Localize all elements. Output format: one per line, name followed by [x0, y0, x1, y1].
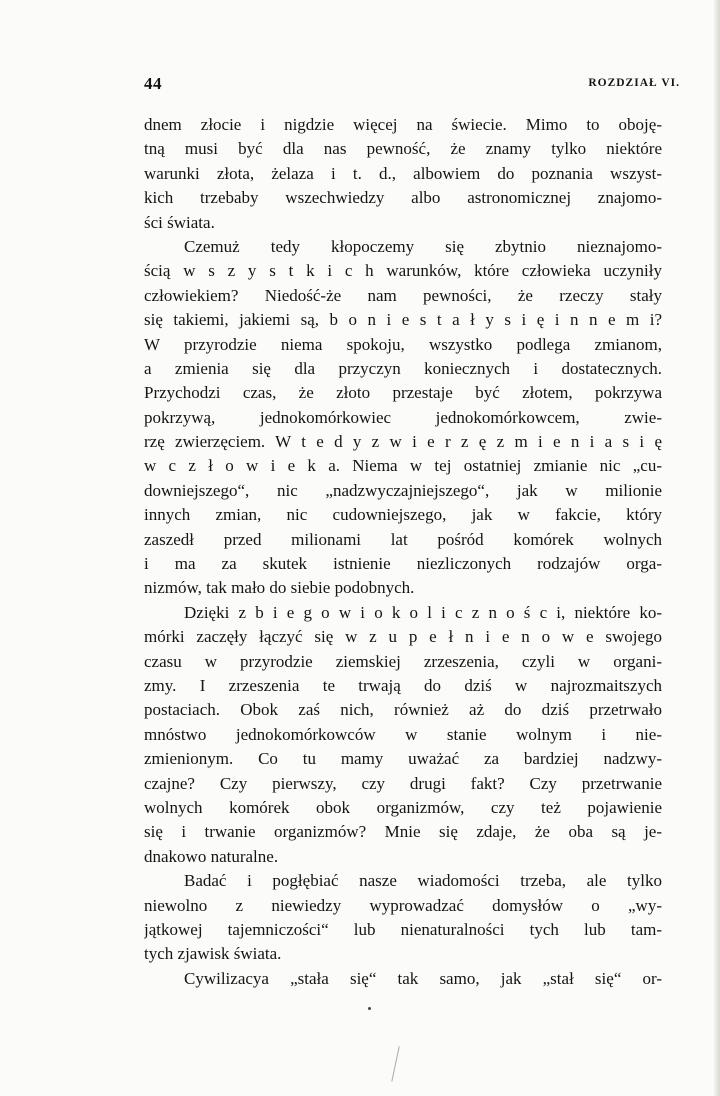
page-edge-shadow [714, 0, 720, 1096]
text-line: wolnych komórek obok organizmów, czy też pojawienie [144, 797, 662, 817]
text-line: czasu w przyrodzie ziemskiej zrzeszenia, czyli w organi- [144, 651, 662, 671]
text-line: jątkowej tajemniczości“ lub nienaturalności tych lub tam- [144, 919, 662, 939]
text-line: warunki złota, żelaza i t. d., albowiem do poznania wszyst- [144, 163, 662, 183]
text-line: downiejszego“, nic „nadzwyczajniejszego“, jak w milionie [144, 480, 662, 500]
text-line: Przychodzi czas, że złoto przestaje być złotem, pokrzywa [144, 383, 662, 403]
text-line: Cywilizacya „stała się“ tak samo, jak „stał się“ or- [184, 968, 662, 988]
text-line: W przyrodzie niema spokoju, wszystko podlega zmianom, [144, 334, 662, 354]
text-line: ścią w s z y s t k i c h warunków, które człowieka uczyniły [144, 261, 662, 281]
text-line: zaszedł przed milionami lat pośród komórek wolnych [144, 529, 662, 549]
ink-speck [368, 1007, 371, 1010]
text-line: ści świata. [144, 212, 215, 232]
text-line: kich trzebaby wszechwiedzy albo astronomicznej znajomo- [144, 188, 662, 208]
text-line: pokrzywą, jednokomórkowiec jednokomórkowcem, zwie- [144, 407, 662, 427]
text-line: rzę zwierzęciem. W t e d y z w i e r z ę z m i e n i a s i ę [144, 432, 662, 452]
text-line: innych zmian, nic cudowniejszego, jak w fakcie, który [144, 505, 662, 525]
text-line: tną musi być dla nas pewność, że znamy tylko niektóre [144, 139, 662, 159]
text-line: w c z ł o w i e k a. Niema w tej ostatniej zmianie nic „cu- [144, 456, 662, 476]
text-line: niewolno z niewiedzy wyprowadzać domysłów o „wy- [144, 895, 662, 915]
pencil-mark [391, 1046, 399, 1081]
text-line: dnem złocie i nigdzie więcej na świecie. Mimo to oboję- [144, 115, 662, 134]
text-line: postaciach. Obok zaś nich, również aż do dziś przetrwało [144, 700, 662, 720]
text-line: a zmienia się dla przyczyn koniecznych i dostatecznych. [144, 358, 662, 378]
text-line: nizmów, tak mało do siebie podobnych. [144, 578, 415, 598]
page-number: 44 [144, 74, 162, 93]
text-line: i ma za skutek istnienie niezliczonych rodzajów orga- [144, 554, 662, 574]
text-line: człowiekiem? Niedość-że nam pewności, że rzeczy stały [144, 285, 662, 305]
text-line: czajne? Czy pierwszy, czy drugi fakt? Czy przetrwanie [144, 773, 662, 793]
text-line: się takiemi, jakiemi są, b o n i e s t a ł y s i ę i n n e m i? [144, 310, 662, 330]
page-header [144, 74, 680, 98]
text-line: się i trwanie organizmów? Mnie się zdaje, że oba są je- [144, 822, 662, 842]
text-line: mórki zaczęły łączyć się w z u p e ł n i e n o w e swojego [144, 627, 662, 647]
text-line: zmienionym. Co tu mamy uważać za bardziej nadzwy- [144, 749, 662, 769]
text-line: zmy. I zrzeszenia te trwają do dziś w najrozmaitszych [144, 675, 662, 695]
running-head: ROZDZIAŁ VI. [588, 77, 680, 89]
text-line: mnóstwo jednokomórkowców w stanie wolnym i nie- [144, 724, 662, 744]
text-line: tych zjawisk świata. [144, 944, 282, 964]
text-line: dnakowo naturalne. [144, 846, 279, 866]
text-line: Badać i pogłębiać nasze wiadomości trzeba, ale tylko [184, 871, 662, 891]
body-text [144, 113, 662, 991]
text-line: Czemuż tedy kłopoczemy się zbytnio nieznajomo- [184, 236, 662, 256]
text-line: Dzięki z b i e g o w i o k o l i c z n o ś c i, niektóre ko- [184, 602, 662, 622]
